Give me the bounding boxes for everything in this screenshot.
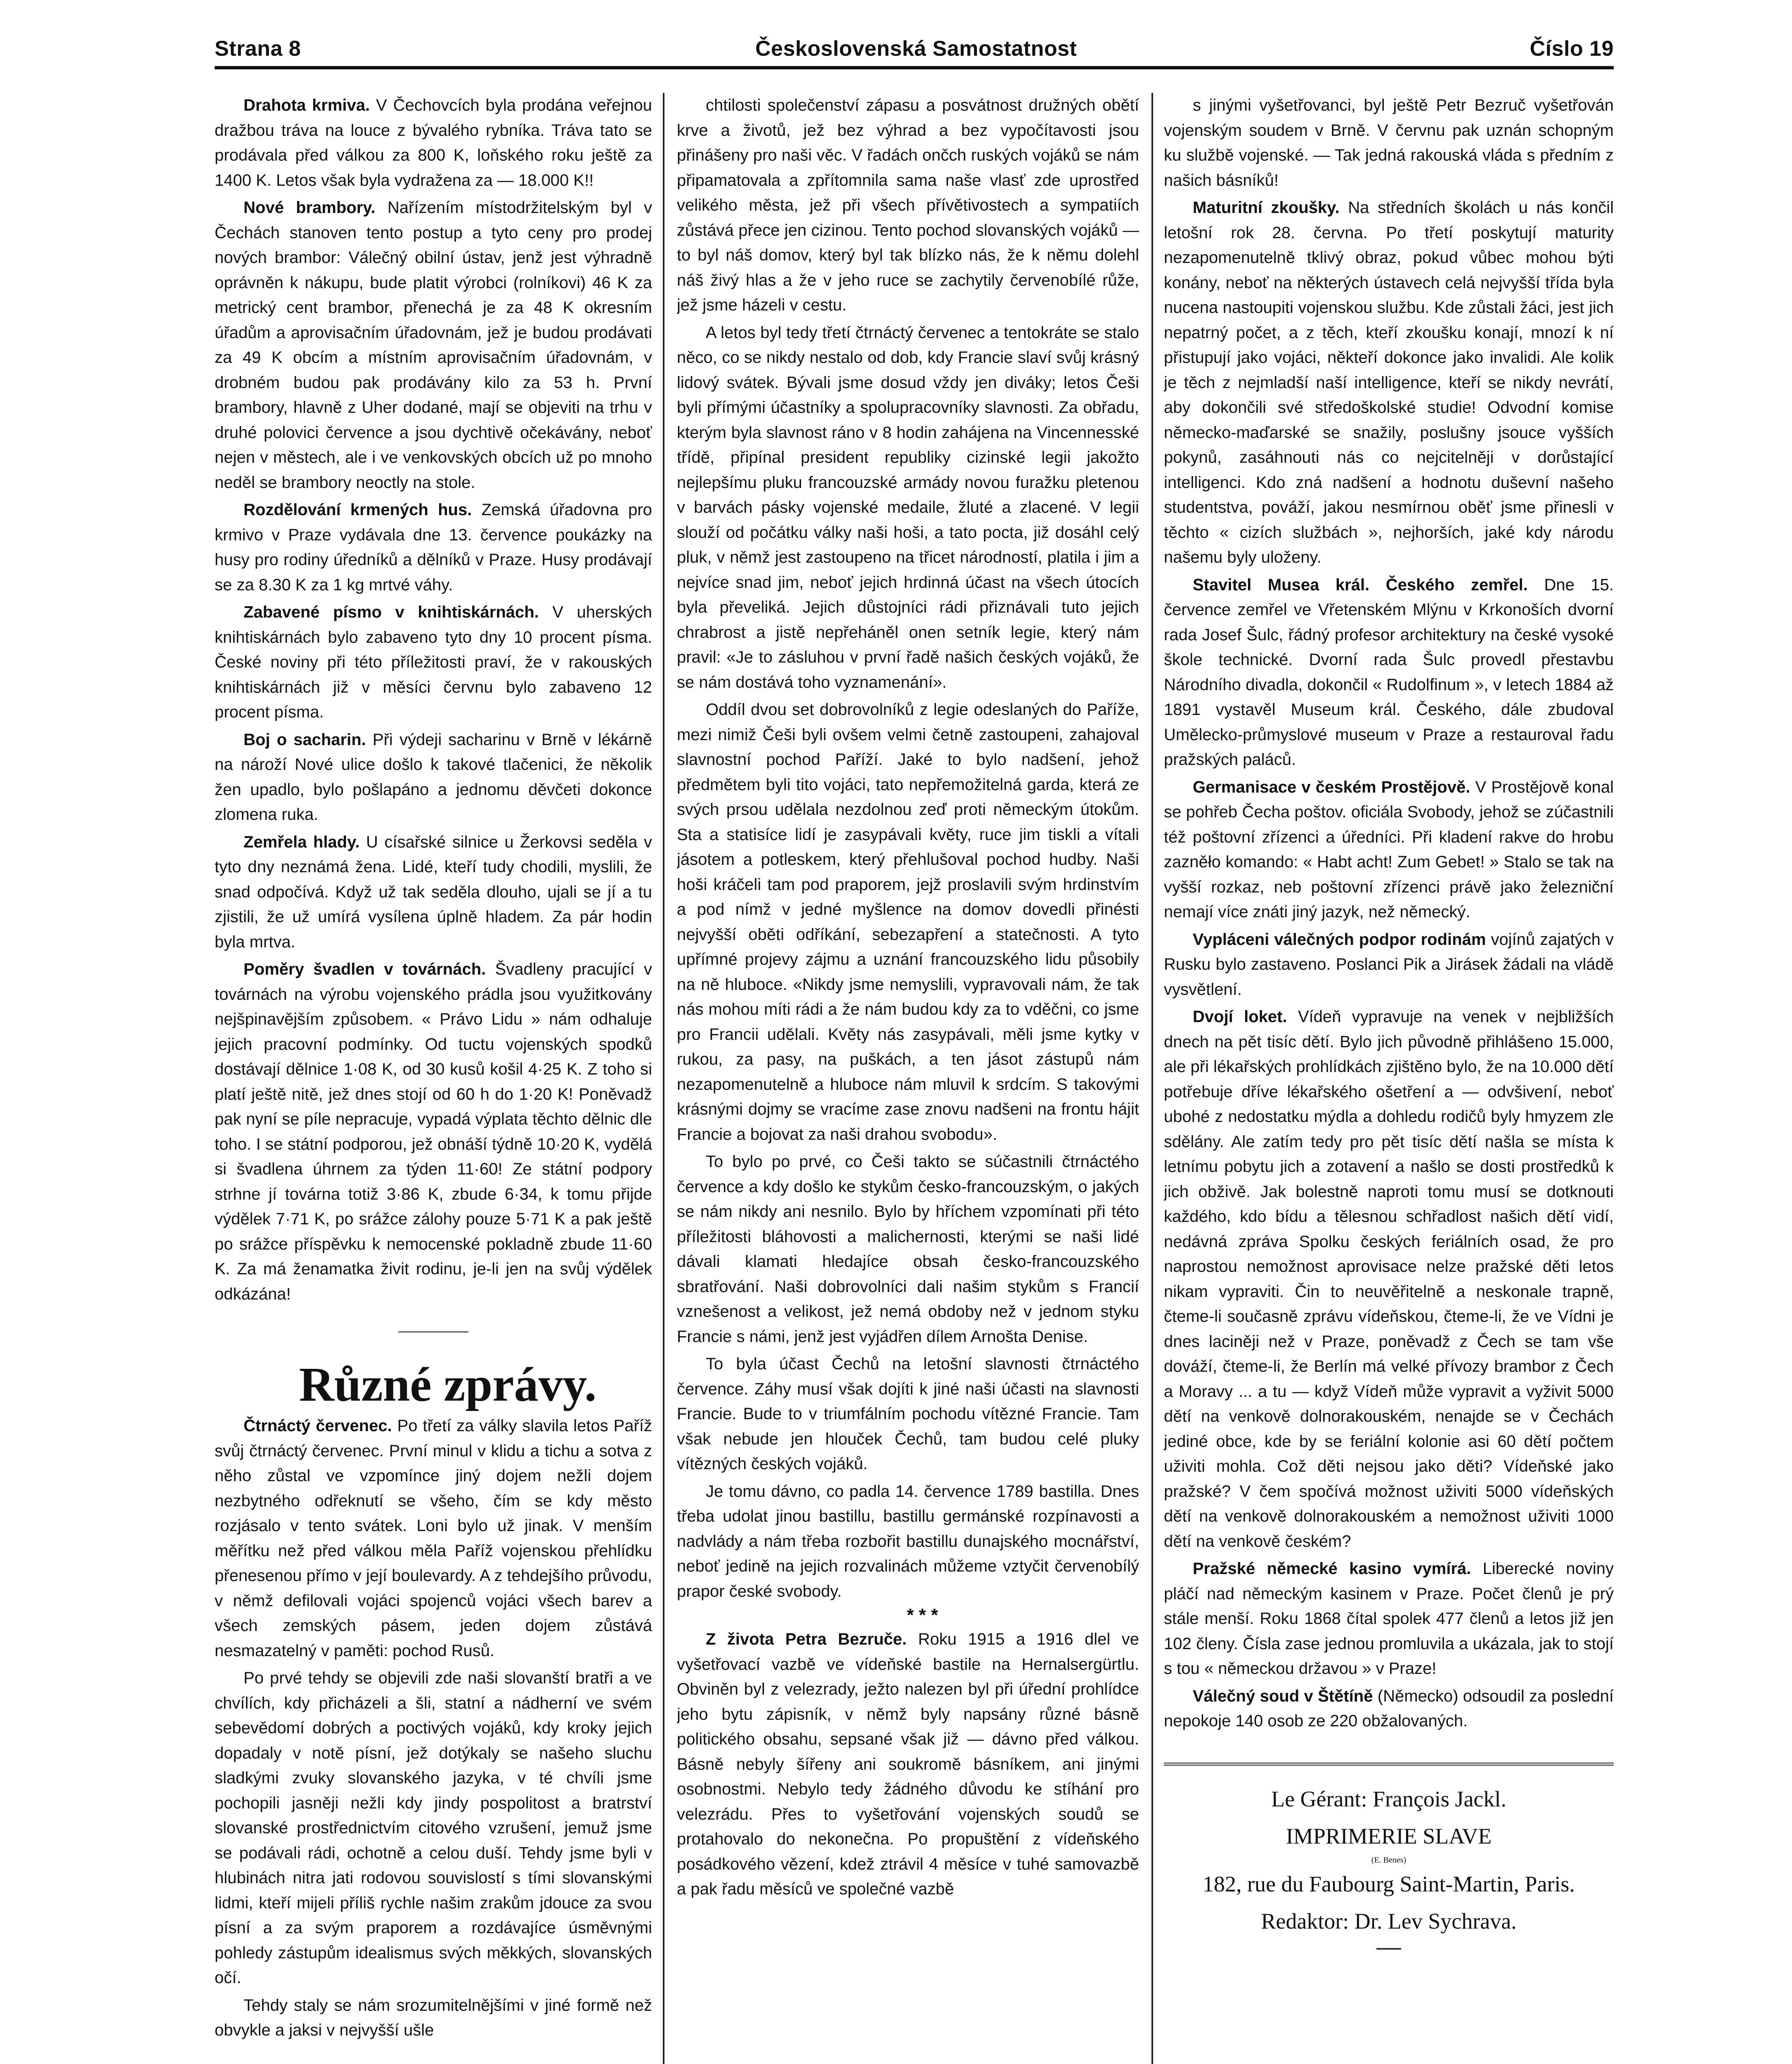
article-paragraph — [677, 1352, 1139, 1477]
article-paragraph — [1164, 1004, 1614, 1554]
article-heading: Stavitel Musea král. Českého zemřel. — [1193, 575, 1528, 594]
page-header — [215, 36, 1614, 65]
article-paragraph — [215, 830, 652, 955]
article-paragraph — [215, 1666, 652, 1991]
article-heading: Čtrnáctý červenec. — [244, 1417, 392, 1435]
article-paragraph — [215, 600, 652, 725]
article-paragraph — [1164, 1556, 1614, 1681]
article-text: chtilosti společenství zápasu a posvátnost družných obětí krve a životů, jež bez výhrad a bez vypočítavosti jsou přinášeny pro naši věc. V řadách ončch ruských vojáků se nám připamatovala a zpřítomnila sama naše vlasť zde uprostřed velikého města, jež při všech přívětivostech a sympatiích zůstává přece jen cizinou. Tento pochod slovanských vojáků — to byl náš domov, který byl tak blízko nás, že k němu dolehl náš živý hlas a že v jeho ruce se zachytily červenobílé růže, jež jsme házeli v cestu. — [677, 96, 1139, 314]
article-text: Oddíl dvou set dobrovolníků z legie odeslaných do Paříže, mezi nimiž Češi byli ovšem velmi četně zastoupeni, zahajoval slavnostní pochod Paříží. Jaké to bylo nadšení, jehož předmětem byli tito vojáci, tato nepřemožitelná garda, která ze svých prsou udělala nezdolnou zeď proti německým útokům. Sta a statisíce lidí je zasypávali květy, ruce jim tiskli a vítali jásotem a potleskem, který přehlušoval pochod hudby. Naši hoši kráčeli tam pod praporem, jejž proslavili svým hrdinstvím a pod nímž v jedné myšlence na domov dovedli přinésti nejvyšší oběti odříkání, sebezapření a statečnosti. A tyto upřímné projevy zájmu a uznání francouzského lidu působily na ně hluboce. «Nikdy jsme nemyslili, vypravovali nám, že tak nás mohou míti rádi a že nám budou kdy za to vděčni, co jsme pro Francii udělali. Květy nás zasypávali, měli jsme kytky v rukou, za pasy, na puškách, a ten jásot zástupů nám nezapomenutelně a hluboce nám mluvil k srdcím. S takovými krásnými dojmy se vracíme zase znovu nadšeni na frontu hájit Francie a bojovat za naši drahou svobodu». — [677, 701, 1139, 1143]
article-heading: Nové brambory. — [244, 199, 376, 217]
imprint-block — [1164, 1763, 1614, 1950]
article-text: Nařízením místodržitelským byl v Čechách stanoven tento postup a tyto ceny pro prodej nových brambor: Válečný obilní ústav, jenž jest výhradně oprávněn k nákupu, bude platit výrobci (rolníkovi) 46 K za metrický cent brambor, přenechá je za 48 K okresním úřadům a aprovisačním úřadovnám, jež je budou prodávati za 49 K obcím a místním aprovisačním úřadovnám, v drobném budou pak prodávány kilo za 53 h. První brambory, hlavně z Uher dodané, mají se objeviti na trhu v druhé polovici července a jsou dychtivě očekávány, neboť nejen v městech, ale i ve venkovských obcích už po mnoho neděl se brambory neoctly na stole. — [215, 199, 652, 492]
article-text: V Prostějově konal se pohřeb Čecha poštov. oficiála Svobody, jehož se zúčastnili též poštovní zřízenci a úředníci. Při kladení rakve do hrobu zazněło komando: « Habt acht! Zum Gebet! » Stalo se tak na vyšší rozkaz, neb poštovní zřízenci právě jako železniční nemají více znáti jiný jazyk, než německý. — [1164, 778, 1614, 921]
article-paragraph — [215, 1413, 652, 1663]
article-text: Na středních školách u nás končil letošní rok 28. června. Po třetí poskytují maturity nezapomenutelně tklivý obraz, pokud vůbec mohou býti konány, neboť na některých ústavech celá nejvyšší třída byla nucena nastoupiti vojenskou službu. Kde zůstali žáci, jest jich nepatrný počet, a z těch, kteří zkoušku konají, mnozí k ní přistupují jako vojáci, někteří dokonce jako invalidi. Ale kolik je těch z nejmladší naší intelligence, kteří se nikdy nevrátí, aby dokončili své středoškolské studie! Odvodní komise německo-maďarské se snažily, poslušny jsouce vyšších pokynů, zasáhnouti nás co nejcitelněji v dorůstající intelligenci. Kdo zná nadšení a hodnotu duševní našeho studentstva, pováží, jakou nesmírnou oběť jsme přinesli v těchto « cizích službách », nejhorších, jaké kdy národu našemu byly uloženy. — [1164, 199, 1614, 566]
article-paragraph — [1164, 195, 1614, 570]
article-text: Při výdeji sacharinu v Brně v lékárně na nároží Nové ulice došlo k takové tlačenici, že několik žen upadlo, bylo pošlapáno a jednomu děvčeti dokonce zlomena ruka. — [215, 730, 652, 824]
article-text: Po prvé tehdy se objevili zde naši slovanští bratři a ve chvílích, kdy přicházeli a šli, statní a nádherní ve svém sebevědomí dobrých a poctivých vojáků, kdy kroky jejich dopadaly v notě písní, jež dotýkaly se našeho sluchu sladkými zvuky slovanského jazyka, v té chvíli jsme pochopili jasněji nežli kdy jindy pospolitost a bratrství slovanské prostřednictvím citového vzrušení, jemuž jsme se podávali rádi, ochotně a celou duší. Tehdy jsme byli v hlubinách nitra jati rodovou souvislostí s tími slovanskými lidmi, kteří mijeli příliš rychle našim zrakům jdouce za svou písní a za svým praporem a rozdávajíce úsměvnými pohledy zástupům idealismus svých měkkých, slovanských očí. — [215, 1669, 652, 1987]
article-paragraph — [1164, 1684, 1614, 1734]
article-text: Vídeň vypravuje na venek v nejbližších dnech na pět tisíc dětí. Bylo jich původně přihlášeno 15.000, ale při lékařských prohlídkách zjištěno bylo, že na 10.000 dětí potřebuje dříve lékařského ošetření a — odvšivení, neboť ubohé z nedostatku mýdla a dohledu rodičů byly hmyzem zle sdělány. Ale zatím tedy pro pět tisíc dětí našla se místa k letnímu pobytu jich a zotavení a našlo se dosti prostředků k jich obživě. Jak bolestně naproti tomu musí se dotknouti každého, kdo bídu a tělesnou schřadlost našich dětí vidí, nedávná zpráva Spolku českých feriálních osad, že pro naprostou nemožnost aprovisace nelze pražské děti letos nikam vypraviti. Čin to neuvěřitelně a neskonale trapně, čteme-li současně zprávu vídeňskou, čteme-li, že ve Vídni je dnes laciněji než v Praze, poněvadž z Čech se tam vše dováží, čteme-li, že Berlín má velké přívozy brambor z Čech a Moravy ... a tu — když Vídeň může vypravit a vyživit 5000 dětí na venkově dolnorakouském, nenajde se v Čechách jediné obce, kde by se feriální kolonie asi 60 dětí počtem uživiti mohla. Což děti nejsou jako děti? Vídeňské jako pražské? V čem spočívá možnost uživiti 5000 vídeňských dětí na venkově dolnorakouském a nemožnost uživiti 1000 dětí na venkově českém? — [1164, 1008, 1614, 1550]
article-heading: Pražské německé kasino vymírá. — [1193, 1560, 1471, 1578]
article-heading: Zemřela hlady. — [244, 833, 360, 851]
article-heading: Drahota krmiva. — [244, 96, 370, 114]
article-text: To bylo po prvé, co Češi takto se súčastnili čtrnáctého července a kdy došlo ke stykům česko-francouzským, o jakých se nám nikdy ani nesnilo. Bylo by hříchem vzpomínati při této příležitosti bláhovosti a malichernosti, kterými se naši lidé dávali klamati hledajíce obsah česko-francouzského sbratřování. Naši dobrovolníci dali našim stykům s Francií vznešenost a velikost, jež nemá obdoby než v jednom styku Francie s námi, jenž jest vyjádřen dílem Arnošta Denise. — [677, 1153, 1139, 1346]
article-heading: Zabavené písmo v knihtiskárnách. — [244, 603, 539, 621]
header-rule — [215, 66, 1614, 69]
article-text: (Německo) odsoudil za poslední nepokoje 140 osob ze 220 obžalovaných. — [1164, 1687, 1614, 1730]
article-paragraph — [677, 93, 1139, 318]
imprint-end-rule — [1376, 1948, 1401, 1950]
article-paragraph — [215, 957, 652, 1307]
section-divider — [398, 1331, 468, 1333]
article-heading: Z života Petra Bezruče. — [706, 1630, 907, 1648]
article-text: Je tomu dávno, co padla 14. července 1789 bastilla. Dnes třeba udolat jinou bastillu, bastillu germánské rozpínavosti a nadvlády a nám třeba rozbořit bastillu dunajského mocnářství, neboť jedině na jejich rozvalinách můžeme vztyčit červenobílý prapor české svobody. — [677, 1482, 1139, 1600]
page-number: Strana 8 — [215, 37, 301, 61]
article-text: V uherských knihtiskárnách bylo zabaveno tyto dny 10 procent písma. České noviny při této příležitosti praví, že v rakouských knihtiskárnách již v měsíci červnu bylo zabaveno 12 procent písma. — [215, 603, 652, 721]
article-paragraph — [215, 1993, 652, 2043]
article-paragraph — [215, 195, 652, 495]
article-paragraph — [677, 697, 1139, 1147]
article-text: Tehdy staly se nám srozumitelnějšími v jiné formě než obvykle a jaksi v nejvyšší ušle — [215, 1996, 652, 2039]
article-text: A letos byl tedy třetí čtrnáctý červenec a tentokráte se stalo něco, co se nikdy nestalo od dob, kdy Francie slaví svůj krásný lidový svátek. Bývali jsme dosud vždy jen diváky; letos Češi byli přímými účastníky a spolupracovníky slavnosti. Za obřadu, kterým byla slavnost ráno v 8 hodin zahájena na Vincennesské třídě, připínal president republiky cizinské legii jakožto nejlepšímu pluku francouzské armády novou furažku pletenou v barvách pásky vojenské medaile, žluté a zlacené. V legii slouží od počátku války naši hoši, a tato pocta, již dosáhl celý pluk, v němž jest zastoupeno na třicet národností, platila i jim a nejvíce snad jim, neboť jejich hrdinná účast na všech útocích byla převeliká. Jejich důstojníci rádi přiznávali tuto jejich chrabrost a jistě nepřeháněl onen setník legie, který nám pravil: «Je to zásluhou v první řadě našich českých vojáků, že se nám dostává toho vyznamenání». — [677, 323, 1139, 691]
imprint-printer: IMPRIMERIE SLAVE — [1286, 1823, 1492, 1849]
imprint-editor: Redaktor: Dr. Lev Sychrava. — [1261, 1908, 1517, 1934]
section-title: Různé zprávy. — [299, 1357, 597, 1411]
section-stars: * * * — [907, 1605, 938, 1625]
column-divider-1 — [663, 93, 664, 2064]
article-paragraph — [677, 320, 1139, 695]
article-paragraph — [1164, 775, 1614, 925]
article-text: Roku 1915 a 1916 dlel ve vyšetřovací vazbě ve vídeňské bastile na Hernalsergürtlu. Obviněn byl z velezrady, ježto nalezen byl při úřední prohlídce jeho bytu zápisník, v němž byly napsány různé básně politického obsahu, sepsané však již — dávno před válkou. Básně nebyly šířeny ani soukromě básníkem, ani jinými osobnostmi. Nebylo tedy žádného důvodu ke stíhání pro velezrádu. Přes to vyšetřování vojenských soudů se protahovalo do nekonečna. Po propuštění z vídeňského posádkového vězení, kdež ztrávil 4 měsíce v tuhé samovazbě a pak řadu měsíců ve společné vazbě — [677, 1630, 1139, 1898]
imprint-address: 182, rue du Faubourg Saint-Martin, Paris. — [1203, 1871, 1575, 1896]
imprint-gerant: Le Gérant: François Jackl. — [1271, 1786, 1506, 1811]
article-text: s jinými vyšetřovanci, byl ještě Petr Bezruč vyšetřován vojenským soudem v Brně. V červnu pak uznán schopným ku službě vojenské. — Tak jedná rakouská vláda s předním z našich básníků! — [1164, 96, 1614, 189]
article-paragraph — [677, 1149, 1139, 1349]
article-heading: Rozdělování krmených hus. — [244, 501, 472, 519]
article-paragraph — [215, 727, 652, 827]
article-paragraph — [1164, 927, 1614, 1002]
article-heading: Poměry švadlen v továrnách. — [244, 960, 486, 978]
article-text: U císařské silnice u Žerkovsi seděla v tyto dny neznámá žena. Lidé, kteří tudy chodili, myslili, že snad odpočívá. Když už tak seděla dlouho, ujali se jí a tu zjistili, že už umírá vysílena úplně hladem. Za pár hodin byla mrtva. — [215, 833, 652, 951]
article-text: V Čechovcích byla prodána veřejnou dražbou tráva na louce z bývalého rybníka. Tráva tato se prodávala před válkou za 800 K, loňského roku ještě za 1400 K. Letos však byla vydražena za — 18.000 K!! — [215, 96, 652, 189]
article-paragraph — [677, 1479, 1139, 1604]
column-3 — [1164, 93, 1614, 2064]
article-text: Švadleny pracující v továrnách na výrobu vojenského prádla jsou využitkovány nejšpinavějším způsobem. « Právo Lidu » nám odhaluje jejich pracovní podmínky. Od tuctu vojenských spodků dostávají dělnice 1·08 K, od 30 kusů košil 4·25 K. Z toho si platí ještě nitě, jež dnes stojí od 60 h do 1·20 K! Poněvadž pak nyní se píle nepracuje, vypadá výplata těchto dělnic dle toho. I se státní podporou, jež obnáší týdně 10·20 K, vydělá si švadlena úhrnem za týden 11·60! Ze státní podpory strhne jí továrna totiž 3·86 K, zbude 6·34, k tomu přijde výdělek 7·71 K, po srážce zálohy pouze 5·71 K a pak ještě po srážce příspěvku k nemocenské pokladně zbude 11·60 K. Za má ženamatka živit rodinu, je-li jen na svůj výdělek odkázána! — [215, 960, 652, 1303]
article-text: Zemská úřadovna pro krmivo v Praze vydávala dne 13. července poukázky na husy pro rodiny úředníků a dělníků v Praze. Husy prodávají se za 8.30 K za 1 kg mrtvé váhy. — [215, 501, 652, 594]
column-2 — [677, 93, 1139, 2064]
article-paragraph — [215, 497, 652, 597]
article-text: Dne 15. července zemřel ve Vřetenském Mlýnu v Krkonoších dvorní rada Josef Šulc, řádný profesor architektury na české vysoké škole technické. Dvorní rada Šulc provedl přestavbu Národního divadla, dokončil « Rudolfinum », v letech 1884 až 1891 vystavěl Museum král. Českého, dále zbudoval Umělecko-průmyslové museum v Praze a restauroval řadu pražských paláců. — [1164, 575, 1614, 769]
article-heading: Germanisace v českém Prostějově. — [1193, 778, 1470, 796]
article-paragraph — [1164, 573, 1614, 772]
article-heading: Dvojí loket. — [1193, 1008, 1287, 1026]
article-text: vojínů zajatých v Rusku bylo zastaveno. Poslanci Pik a Jirásek žádali na vládě vysvětlení. — [1164, 930, 1614, 999]
article-heading: Vypláceni válečných podpor rodinám — [1193, 930, 1486, 949]
newspaper-title: Československá Samostatnost — [755, 37, 1077, 61]
article-text: Po třetí za války slavila letos Paříž svůj čtrnáctý červenec. První minul v klidu a tichu a sotva z něho zůstal ve vzpomínce jiný dojem nežli dojem nezbytného odřeknutí se všeho, čím se kdy město rozjásalo v tento svátek. Loni bylo už jinak. V menším měřítku než před válkou měla Paříž vojenskou přehlídku přenesenou přímo v její boulevardy. A z tehdejšího průvodu, v němž defilovali vojáci spojenců vojáci všech barev a všech zemských pásem, jeden dojem zůstává nesmazatelný v paměti: pochod Rusů. — [215, 1417, 652, 1660]
column-divider-2 — [1151, 93, 1153, 2064]
article-text: Liberecké noviny pláčí nad německým kasinem v Praze. Počet členů je prý stále menší. Roku 1868 čítal spolek 477 členů a letos již jen 102 členy. Čísla zase jednou promluvila a ukázala, jak to stojí s tou « německou državou » v Praze! — [1164, 1560, 1614, 1678]
column-1 — [215, 93, 652, 2064]
article-heading: Maturitní zkoušky. — [1193, 199, 1340, 217]
article-paragraph — [677, 1627, 1139, 1902]
imprint-printer-owner: (E. Benes) — [1371, 1855, 1407, 1865]
issue-number: Číslo 19 — [1530, 37, 1614, 61]
article-heading: Boj o sacharin. — [244, 730, 366, 749]
article-paragraph — [215, 93, 652, 193]
article-paragraph — [1164, 93, 1614, 193]
article-text: To byla účast Čechů na letošní slavnosti čtrnáctého července. Záhy musí však dojíti k jiné naši účasti na slavnosti Francie. Bude to v triumfálním pochodu vítězné Francie. Tam však nebude jen hlouček Čechů, tam budou celé pluky vítězných českých vojáků. — [677, 1355, 1139, 1473]
article-heading: Válečný soud v Štětíně — [1193, 1687, 1373, 1705]
